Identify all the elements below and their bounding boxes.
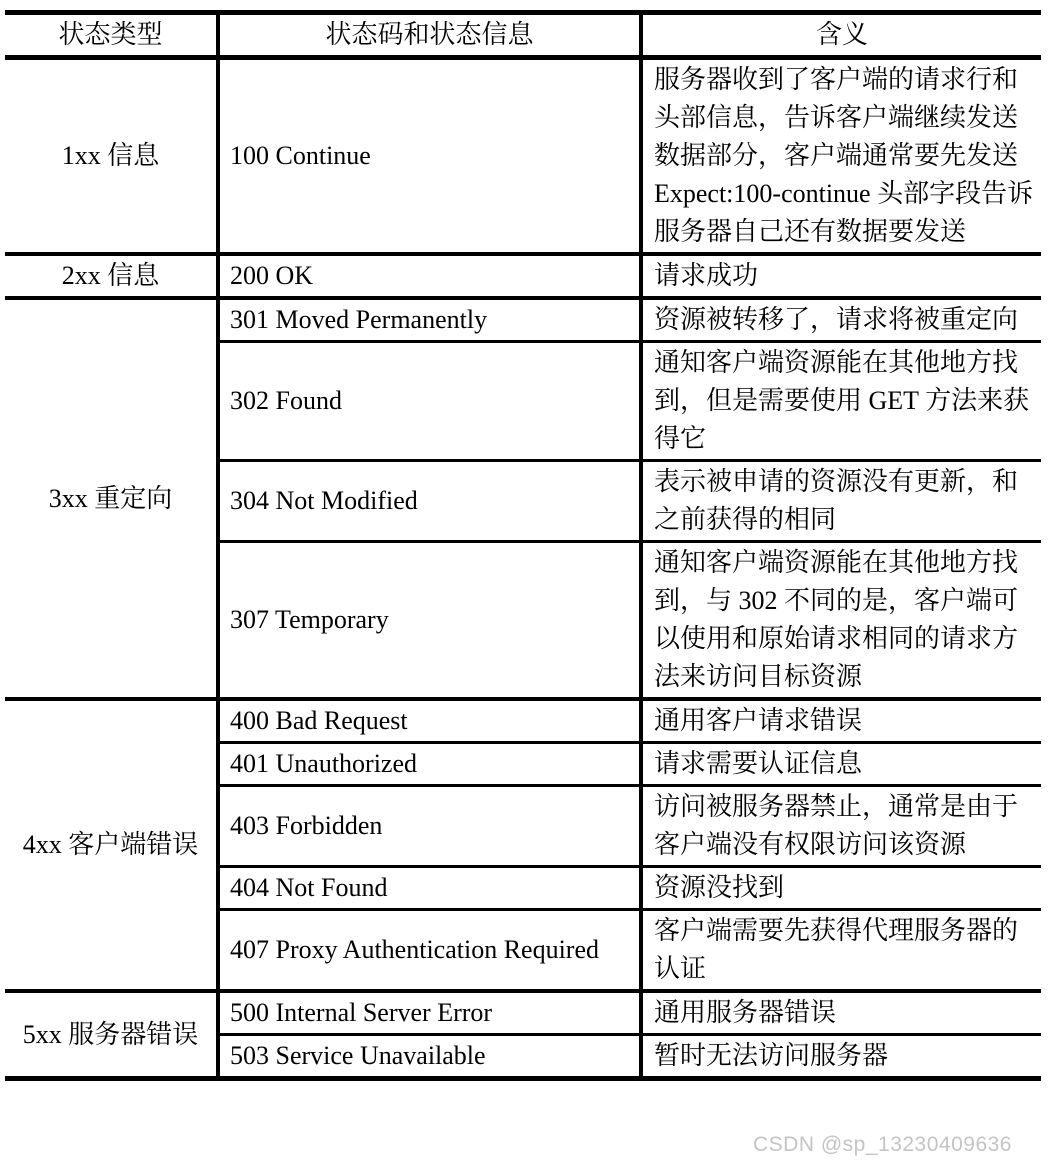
status-code-cell: 503 Service Unavailable <box>218 1035 641 1079</box>
meaning-cell: 表示被申请的资源没有更新，和之前获得的相同 <box>641 461 1041 542</box>
table-row <box>5 991 1041 1035</box>
status-type-cell: 5xx 服务器错误 <box>5 991 218 1079</box>
table-row <box>5 699 1041 743</box>
column-header-status-type: 状态类型 <box>5 13 218 58</box>
status-code-cell: 403 Forbidden <box>218 786 641 867</box>
watermark: CSDN @sp_13230409636 <box>753 1133 1012 1156</box>
status-code-cell: 302 Found <box>218 342 641 461</box>
meaning-cell: 资源没找到 <box>641 867 1041 910</box>
meaning-cell: 请求需要认证信息 <box>641 743 1041 786</box>
status-code-cell: 400 Bad Request <box>218 699 641 743</box>
meaning-cell: 资源被转移了，请求将被重定向 <box>641 298 1041 342</box>
meaning-cell: 客户端需要先获得代理服务器的认证 <box>641 910 1041 992</box>
table-header-row <box>5 13 1041 58</box>
meaning-cell: 服务器收到了客户端的请求行和头部信息，告诉客户端继续发送数据部分，客户端通常要先发送 Expect:100-continue 头部字段告诉服务器自己还有数据要发送 <box>641 58 1041 255</box>
status-code-cell: 200 OK <box>218 254 641 298</box>
meaning-cell: 通知客户端资源能在其他地方找到，但是需要使用 GET 方法来获得它 <box>641 342 1041 461</box>
http-status-table <box>5 10 1041 1081</box>
status-code-cell: 100 Continue <box>218 58 641 255</box>
meaning-cell: 通知客户端资源能在其他地方找到，与 302 不同的是，客户端可以使用和原始请求相同的请求方法来访问目标资源 <box>641 542 1041 700</box>
status-code-cell: 407 Proxy Authentication Required <box>218 910 641 992</box>
status-type-cell: 2xx 信息 <box>5 254 218 298</box>
table-row <box>5 254 1041 298</box>
status-type-cell: 1xx 信息 <box>5 58 218 255</box>
status-code-cell: 301 Moved Permanently <box>218 298 641 342</box>
column-header-meaning: 含义 <box>641 13 1041 58</box>
meaning-cell: 通用客户请求错误 <box>641 699 1041 743</box>
meaning-cell: 暂时无法访问服务器 <box>641 1035 1041 1079</box>
column-header-status-code: 状态码和状态信息 <box>218 13 641 58</box>
meaning-cell: 通用服务器错误 <box>641 991 1041 1035</box>
status-code-cell: 500 Internal Server Error <box>218 991 641 1035</box>
status-type-cell: 3xx 重定向 <box>5 298 218 699</box>
status-type-cell: 4xx 客户端错误 <box>5 699 218 991</box>
status-table-container <box>5 10 1041 1081</box>
status-code-cell: 404 Not Found <box>218 867 641 910</box>
table-row <box>5 298 1041 342</box>
status-code-cell: 304 Not Modified <box>218 461 641 542</box>
meaning-cell: 请求成功 <box>641 254 1041 298</box>
meaning-cell: 访问被服务器禁止，通常是由于客户端没有权限访问该资源 <box>641 786 1041 867</box>
table-body <box>5 58 1041 1079</box>
status-code-cell: 401 Unauthorized <box>218 743 641 786</box>
status-code-cell: 307 Temporary <box>218 542 641 700</box>
table-row <box>5 58 1041 255</box>
